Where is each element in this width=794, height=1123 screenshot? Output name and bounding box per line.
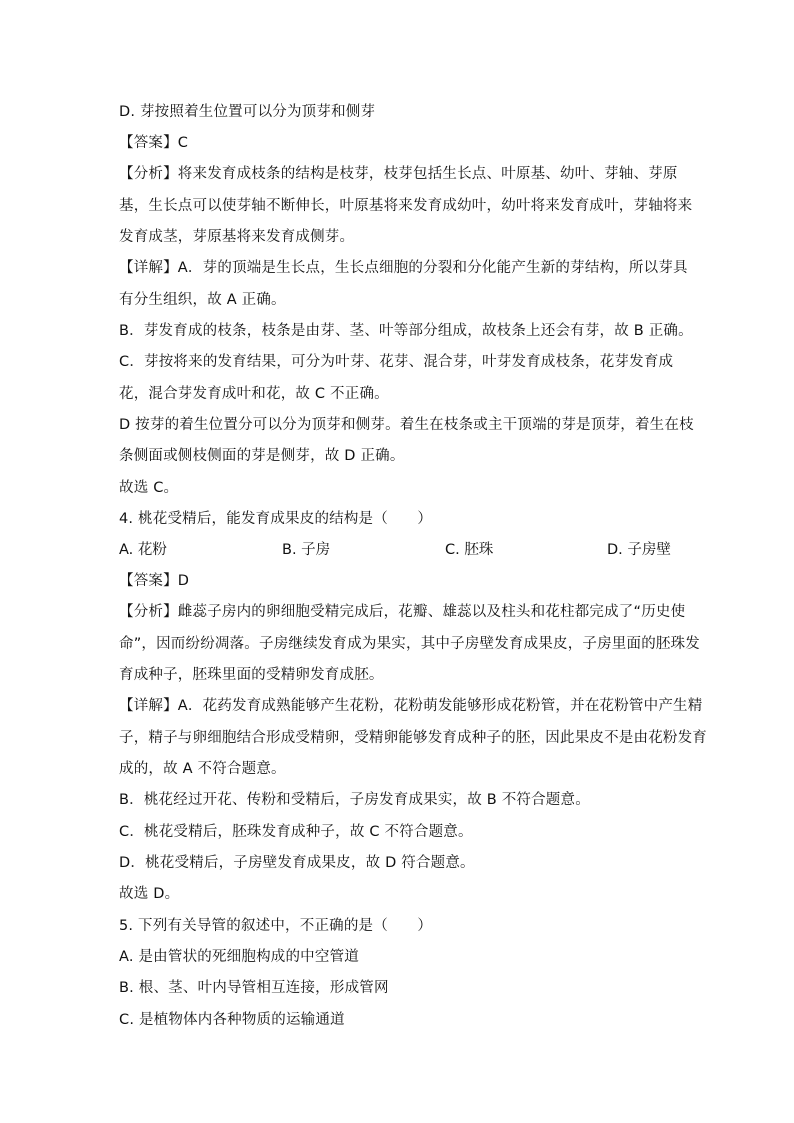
q4-detail-line-6: D．桃花受精后，子房壁发育成果皮，故 D 符合题意。 (119, 855, 475, 871)
q4-analysis-line-3: 育成种子，胚珠里面的受精卵发育成胚。 (119, 667, 384, 683)
q3-analysis-line-3: 发育成茎，芽原基将来发育成侧芽。 (119, 229, 355, 245)
q3-detail-line-2: 有分生组织，故 A 正确。 (119, 292, 286, 308)
q4-analysis-line-1: 【分析】雌蕊子房内的卵细胞受精完成后，花瓣、雄蕊以及柱头和花柱都完成了“历史使 (119, 604, 686, 620)
q3-detail-line-6: D 按芽的着生位置分可以分为顶芽和侧芽。着生在枝条或主干顶端的芽是顶芽，着生在枝 (119, 417, 694, 433)
q3-choose: 故选 C。 (119, 480, 179, 496)
q3-analysis-line-2: 基，生长点可以使芽轴不断伸长，叶原基将来发育成幼叶，幼叶将来发育成叶，芽轴将来 (119, 198, 693, 214)
q3-option-d: D. 芽按照着生位置可以分为顶芽和侧芽 (119, 104, 376, 120)
q4-option-c: C. 胚珠 (445, 542, 494, 558)
q4-analysis-line-2: 命”，因而纷纷凋落。子房继续发育成为果实，其中子房壁发育成果皮，子房里面的胚珠发 (119, 636, 701, 652)
q4-stem: 4. 桃花受精后，能发育成果皮的结构是（ ） (119, 511, 433, 527)
q5-option-c: C. 是植物体内各种物质的运输通道 (119, 1012, 345, 1028)
q4-option-a: A. 花粉 (119, 542, 167, 558)
q5-option-a: A. 是由管状的死细胞构成的中空管道 (119, 949, 359, 965)
q4-detail-line-1: 【详解】A．花药发育成熟能够产生花粉，花粉萌发能够形成花粉管，并在花粉管中产生精 (119, 698, 703, 714)
q3-detail-line-1: 【详解】A．芽的顶端是生长点，生长点细胞的分裂和分化能产生新的芽结构，所以芽具 (119, 260, 688, 276)
q4-detail-line-3: 成的，故 A 不符合题意。 (119, 761, 286, 777)
q3-analysis-line-1: 【分析】将来发育成枝条的结构是枝芽，枝芽包括生长点、叶原基、幼叶、芽轴、芽原 (119, 166, 678, 182)
q4-detail-line-2: 子，精子与卵细胞结合形成受精卵，受精卵能够发育成种子的胚，因此果皮不是由花粉发育 (119, 730, 707, 746)
q3-detail-line-5: 花，混合芽发育成叶和花，故 C 不正确。 (119, 386, 389, 402)
q3-detail-line-7: 条侧面或侧枝侧面的芽是侧芽，故 D 正确。 (119, 448, 405, 464)
q4-answer: 【答案】D (119, 573, 190, 589)
q5-option-b: B. 根、茎、叶内导管相互连接，形成管网 (119, 980, 389, 996)
q3-answer: 【答案】C (119, 135, 189, 151)
q4-choose: 故选 D。 (119, 886, 180, 902)
q4-option-b: B. 子房 (282, 542, 331, 558)
q4-detail-line-4: B．桃花经过开花、传粉和受精后，子房发育成果实，故 B 不符合题意。 (119, 792, 590, 808)
q4-detail-line-5: C．桃花受精后，胚珠发育成种子，故 C 不符合题意。 (119, 824, 473, 840)
q5-stem: 5. 下列有关导管的叙述中，不正确的是（ ） (119, 918, 433, 934)
q3-detail-line-4: C．芽按将来的发育结果，可分为叶芽、花芽、混合芽，叶芽发育成枝条，花芽发育成 (119, 354, 674, 370)
q4-option-d: D. 子房壁 (607, 542, 671, 558)
q3-detail-line-3: B．芽发育成的枝条，枝条是由芽、茎、叶等部分组成，故枝条上还会有芽，故 B 正确。 (119, 323, 693, 339)
